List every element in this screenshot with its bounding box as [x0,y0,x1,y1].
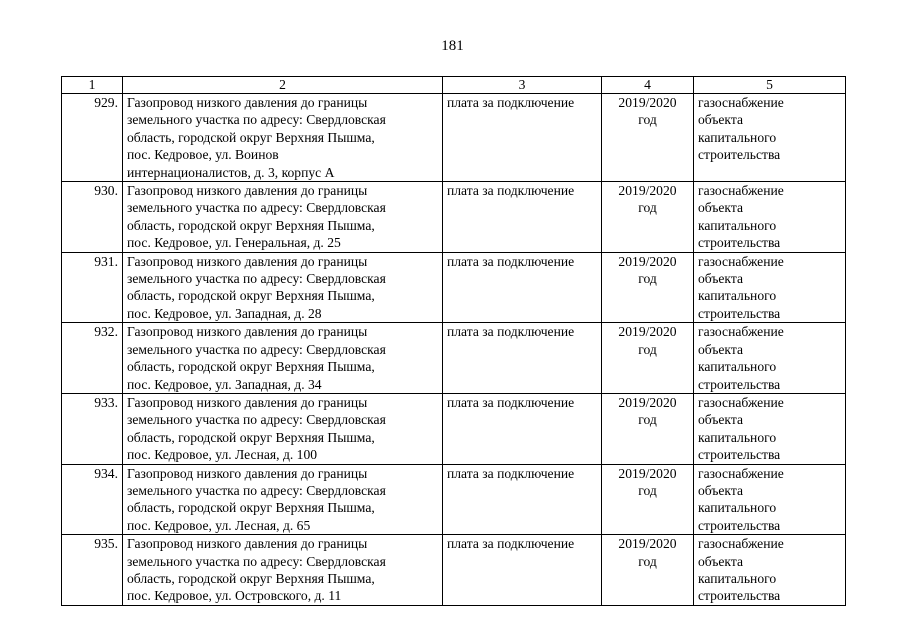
object-name-cell [123,182,443,253]
purpose-cell [694,323,846,394]
object-name-line: земельного участка по адресу: Свердловская [127,200,386,216]
period-cell [602,94,694,182]
object-name-line: область, городской округ Верхняя Пышма, [127,429,375,445]
row-number-cell: 930. [62,182,123,253]
column-header-5: 5 [694,77,846,94]
object-name-line: Газопровод низкого давления до границы [127,465,368,481]
table-body [62,77,846,606]
object-name-line: земельного участка по адресу: Свердловская [127,271,386,287]
period-line: год [638,482,657,498]
period-line: год [638,341,657,357]
purpose-cell [694,182,846,253]
period-line: 2019/2020 [618,536,677,552]
object-name-line: область, городской округ Верхняя Пышма, [127,129,375,145]
object-name-line: область, городской округ Верхняя Пышма, [127,359,375,375]
column-header-2: 2 [123,77,443,94]
table-row [62,182,846,253]
page-number: 181 [441,38,464,54]
purpose-line: капитального [698,500,777,516]
period-line: 2019/2020 [618,253,677,269]
purpose-line: газоснабжение [698,95,784,110]
object-name-line: пос. Кедровое, ул. Воинов [127,147,279,163]
period-line: год [638,112,657,128]
period-line: 2019/2020 [618,394,677,410]
purpose-line: капитального [698,570,777,586]
object-name-line: пос. Кедровое, ул. Островского, д. 11 [127,588,342,604]
fee-type-cell: плата за подключение [443,464,602,535]
object-name-line: Газопровод низкого давления до границы [127,253,368,269]
fee-type-cell: плата за подключение [443,94,602,182]
period-cell [602,464,694,535]
purpose-line: газоснабжение [698,183,784,199]
object-name-line: пос. Кедровое, ул. Генеральная, д. 25 [127,235,341,251]
purpose-line: строительства [698,305,781,321]
purpose-line: газоснабжение [698,253,784,269]
purpose-line: объекта [698,553,744,569]
object-name-cell [123,535,443,606]
object-name-line: земельного участка по адресу: Свердловская [127,553,386,569]
fee-type-cell: плата за подключение [443,535,602,606]
purpose-line: объекта [698,271,744,287]
purpose-line: объекта [698,482,744,498]
object-name-cell [123,252,443,323]
object-name-line: область, городской округ Верхняя Пышма, [127,288,375,304]
fee-type-cell: плата за подключение [443,393,602,464]
purpose-line: газоснабжение [698,465,784,481]
purpose-line: строительства [698,517,781,533]
purpose-line: капитального [698,129,777,145]
fee-type-cell: плата за подключение [443,252,602,323]
period-cell [602,393,694,464]
purpose-line: строительства [698,235,781,251]
period-line: 2019/2020 [618,95,677,110]
period-cell [602,323,694,394]
table-row [62,393,846,464]
purpose-line: строительства [698,588,781,604]
row-number-cell: 932. [62,323,123,394]
period-line: год [638,553,657,569]
object-name-cell [123,323,443,394]
purpose-cell [694,94,846,182]
object-name-cell [123,94,443,182]
table-header-row [62,77,846,94]
document-table [61,76,846,606]
purpose-cell [694,252,846,323]
purpose-line: строительства [698,447,781,463]
period-line: год [638,271,657,287]
period-line: 2019/2020 [618,183,677,199]
row-number-cell: 933. [62,393,123,464]
period-cell [602,252,694,323]
object-name-line: земельного участка по адресу: Свердловская [127,112,386,128]
object-name-line: Газопровод низкого давления до границы [127,183,368,199]
table-row [62,252,846,323]
table-row [62,94,846,182]
object-name-line: Газопровод низкого давления до границы [127,394,368,410]
object-name-line: область, городской округ Верхняя Пышма, [127,217,375,233]
object-name-line: Газопровод низкого давления до границы [127,536,368,552]
object-name-line: земельного участка по адресу: Свердловская [127,482,386,498]
table-row [62,323,846,394]
object-name-line: интернационалистов, д. 3, корпус А [127,164,335,180]
purpose-cell [694,464,846,535]
purpose-line: объекта [698,341,744,357]
object-name-line: пос. Кедровое, ул. Западная, д. 34 [127,376,322,392]
table-row [62,464,846,535]
purpose-line: капитального [698,359,777,375]
purpose-line: объекта [698,200,744,216]
purpose-line: строительства [698,376,781,392]
object-name-line: пос. Кедровое, ул. Лесная, д. 65 [127,517,311,533]
purpose-cell [694,393,846,464]
fee-type-cell: плата за подключение [443,182,602,253]
purpose-line: газоснабжение [698,536,784,552]
purpose-line: строительства [698,147,781,163]
purpose-line: капитального [698,429,777,445]
purpose-line: капитального [698,217,777,233]
purpose-line: объекта [698,112,744,128]
object-name-cell [123,393,443,464]
column-header-1: 1 [62,77,123,94]
table-row [62,535,846,606]
purpose-line: газоснабжение [698,324,784,340]
purpose-line: газоснабжение [698,394,784,410]
object-name-line: область, городской округ Верхняя Пышма, [127,500,375,516]
object-name-line: пос. Кедровое, ул. Лесная, д. 100 [127,447,318,463]
row-number-cell: 934. [62,464,123,535]
row-number-cell: 929. [62,94,123,182]
period-cell [602,535,694,606]
object-name-line: Газопровод низкого давления до границы [127,95,368,110]
object-name-line: земельного участка по адресу: Свердловская [127,412,386,428]
period-cell [602,182,694,253]
period-line: 2019/2020 [618,465,677,481]
fee-type-cell: плата за подключение [443,323,602,394]
purpose-line: капитального [698,288,777,304]
row-number-cell: 935. [62,535,123,606]
object-name-cell [123,464,443,535]
object-name-line: пос. Кедровое, ул. Западная, д. 28 [127,305,322,321]
period-line: год [638,200,657,216]
column-header-3: 3 [443,77,602,94]
period-line: 2019/2020 [618,324,677,340]
purpose-line: объекта [698,412,744,428]
row-number-cell: 931. [62,252,123,323]
object-name-line: земельного участка по адресу: Свердловская [127,341,386,357]
column-header-4: 4 [602,77,694,94]
purpose-cell [694,535,846,606]
object-name-line: Газопровод низкого давления до границы [127,324,368,340]
period-line: год [638,412,657,428]
object-name-line: область, городской округ Верхняя Пышма, [127,570,375,586]
